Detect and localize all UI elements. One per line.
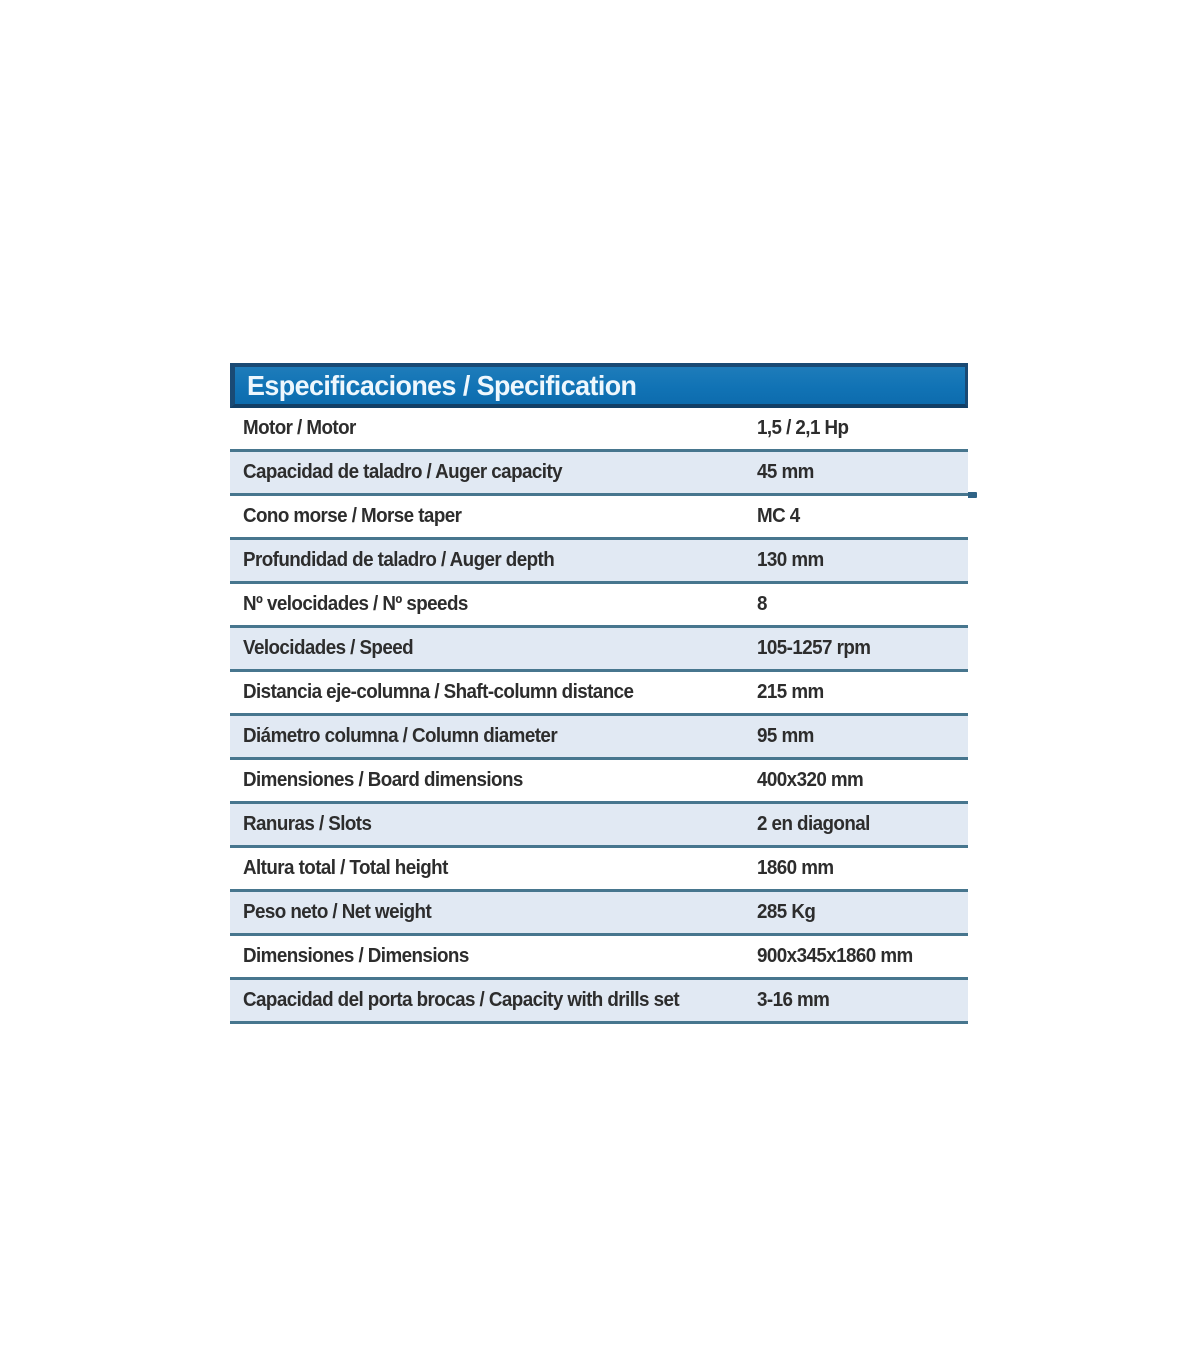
spec-value: 2 en diagonal bbox=[757, 813, 870, 835]
spec-label: Capacidad del porta brocas / Capacity with drills set bbox=[243, 989, 680, 1011]
table-row bbox=[230, 980, 968, 1024]
table-row bbox=[230, 892, 968, 936]
spec-table-header bbox=[230, 363, 968, 408]
table-row bbox=[230, 716, 968, 760]
spec-value: 900x345x1860 mm bbox=[757, 945, 913, 967]
spec-table-rows bbox=[230, 408, 968, 1024]
spec-value: 45 mm bbox=[757, 461, 814, 483]
table-row bbox=[230, 848, 968, 892]
spec-label: Capacidad de taladro / Auger capacity bbox=[243, 461, 563, 483]
spec-label: Velocidades / Speed bbox=[243, 637, 414, 659]
table-row bbox=[230, 628, 968, 672]
table-row bbox=[230, 672, 968, 716]
spec-value: 285 Kg bbox=[757, 901, 816, 923]
spec-value: 1,5 / 2,1 Hp bbox=[757, 417, 849, 439]
spec-value: 105-1257 rpm bbox=[757, 637, 871, 659]
table-row bbox=[230, 936, 968, 980]
spec-table bbox=[230, 363, 968, 1024]
spec-value: MC 4 bbox=[757, 505, 800, 527]
table-row bbox=[230, 540, 968, 584]
spec-label: Motor / Motor bbox=[243, 417, 356, 439]
spec-value: 400x320 mm bbox=[757, 769, 864, 791]
table-row bbox=[230, 452, 968, 496]
table-row bbox=[230, 804, 968, 848]
table-row bbox=[230, 496, 968, 540]
spec-value: 95 mm bbox=[757, 725, 814, 747]
table-row bbox=[230, 584, 968, 628]
spec-label: Nº velocidades / Nº speeds bbox=[243, 593, 468, 615]
spec-label: Diámetro columna / Column diameter bbox=[243, 725, 558, 747]
spec-label: Cono morse / Morse taper bbox=[243, 505, 462, 527]
spec-label: Distancia eje-columna / Shaft-column distance bbox=[243, 681, 634, 703]
spec-label: Altura total / Total height bbox=[243, 857, 448, 879]
table-row bbox=[230, 408, 968, 452]
spec-value: 8 bbox=[757, 593, 767, 615]
spec-label: Peso neto / Net weight bbox=[243, 901, 432, 923]
table-row bbox=[230, 760, 968, 804]
spec-value: 3-16 mm bbox=[757, 989, 830, 1011]
spec-label: Ranuras / Slots bbox=[243, 813, 372, 835]
spec-table-title: Especificaciones / Specification bbox=[247, 369, 637, 401]
spec-value: 130 mm bbox=[757, 549, 824, 571]
spec-label: Dimensiones / Dimensions bbox=[243, 945, 469, 967]
spec-label: Dimensiones / Board dimensions bbox=[243, 769, 523, 791]
spec-value: 215 mm bbox=[757, 681, 824, 703]
spec-label: Profundidad de taladro / Auger depth bbox=[243, 549, 555, 571]
spec-value: 1860 mm bbox=[757, 857, 834, 879]
